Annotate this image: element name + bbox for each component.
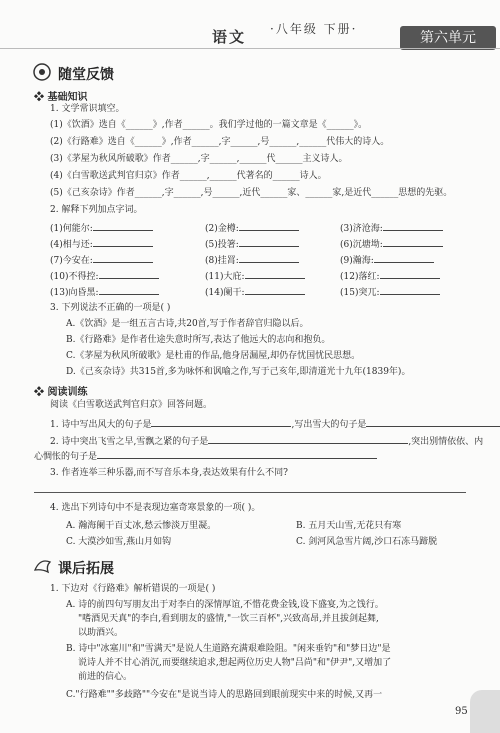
- q2-item: (13)向昏黑:: [50, 285, 159, 299]
- page-header: [0, 0, 500, 55]
- after-option-a-cont: 以助酒兴。: [78, 628, 124, 638]
- section-title-after: 课后拓展: [58, 561, 114, 577]
- reading-q2-cont: 心惆怅的句子是: [34, 449, 377, 463]
- q2-item: (1)何能尔:: [50, 221, 153, 235]
- after-option-a: A. 诗的前四句写朋友出于对李白的深情厚谊,不惜花费金钱,设下盛宴,为之饯行。: [66, 600, 384, 610]
- q2-item: (9)瀚海:: [340, 253, 434, 267]
- q2-item: (6)沉塘坳:: [340, 237, 443, 251]
- q4-option-a: A. 瀚海阑干百丈冰,愁云惨淡万里凝。: [66, 521, 217, 531]
- after-option-b: B. 诗中"冰塞川"和"雪满天"是说人生道路充满艰难险阻。"闲来垂钓"和"梦日边"是: [66, 644, 391, 654]
- page-number: 95: [455, 706, 468, 717]
- q1-stem: 1. 文学常识填空。: [50, 104, 125, 114]
- q3-option-c: C.《茅屋为秋风所破歌》是杜甫的作品,他身居漏屋,却仍存忧国忧民思想。: [66, 351, 361, 361]
- q3-option-b: B.《行路难》是作者仕途失意时所写,表达了他远大的志向和抱负。: [66, 335, 331, 345]
- subject-label: 语文: [212, 28, 247, 46]
- q3-option-d: D.《己亥杂诗》共315首,多为咏怀和讽喻之作,写于己亥年,即清道光十九年(1839年)。: [66, 367, 411, 377]
- after-option-a-cont: "嗜酒见天真"的李白,看到朋友的盛情,"一饮三百杯",兴致高昂,并且拔剑起舞,: [78, 614, 379, 624]
- bird-icon: [32, 556, 54, 576]
- q2-item: (14)阑干:: [205, 285, 305, 299]
- q1-line-5: (5)《己亥杂诗》作者______,字______,号______,近代______家、______家,是近代______思想的先驱。: [50, 188, 453, 198]
- q2-item: (4)相与还:: [50, 237, 153, 251]
- q4-option-c: C. 大漠沙如雪,燕山月如钩: [66, 537, 172, 547]
- q2-item: (3)济沧海:: [340, 221, 443, 235]
- corner-decoration: [470, 690, 500, 733]
- q4-option-d: C. 剑河风急雪片阔,沙口石冻马蹄脱: [296, 537, 438, 547]
- q2-item: (5)投箸:: [205, 237, 299, 251]
- q1-line-4: (4)《白雪歌送武判官归京》作者______,______代著名的______诗人。: [50, 171, 327, 181]
- q4-option-b: B. 五月天山雪,无花只有寒: [296, 521, 402, 531]
- after-option-c: C."行路难""多歧路""今安在"是说当诗人的思路回到眼前现实中来的时候,又再一: [66, 690, 383, 700]
- basic-knowledge-heading: ❖ 基础知识: [34, 92, 88, 103]
- after-option-b-cont: 说诗人并不甘心消沉,而要继续追求,想起两位历史人物"吕尚"和"伊尹",又增加了: [78, 658, 392, 668]
- after-option-b-cont: 前进的信心。: [78, 672, 133, 682]
- reading-intro: 阅读《白雪歌送武判官归京》回答问题。: [50, 400, 213, 410]
- answer-line: [34, 492, 466, 493]
- q1-line-1: (1)《饮酒》选自《______》,作者______。我们学过他的一篇文章是《______》。: [50, 120, 368, 130]
- q2-item: (12)落红:: [340, 269, 440, 283]
- q2-item: (15)突兀:: [340, 285, 440, 299]
- q3-stem: 3. 下列说法不正确的一项是( ): [50, 303, 171, 313]
- q2-item: (2)金樽:: [205, 221, 299, 235]
- q3-option-a: A.《饮酒》是一组五言古诗,共20首,写于作者辞官归隐以后。: [66, 319, 309, 329]
- q2-item: (10)不得控:: [50, 269, 159, 283]
- header-divider: [0, 48, 500, 49]
- q2-item: (8)挂罥:: [205, 253, 299, 267]
- section-title-review: 随堂反馈: [58, 67, 114, 83]
- q2-stem: 2. 解释下列加点字词。: [50, 205, 143, 215]
- reading-q1: 1. 诗中写出风大的句子是 ,写出雪大的句子是: [50, 417, 500, 431]
- unit-badge: 第六单元: [400, 26, 496, 50]
- grade-label: ·八年级 下册·: [270, 22, 358, 36]
- after-q1: 1. 下边对《行路难》解析错误的一项是( ): [50, 584, 216, 594]
- q2-item: (7)今安在:: [50, 253, 153, 267]
- bulb-icon: [32, 62, 54, 82]
- q2-item: (11)大庇:: [205, 269, 305, 283]
- reading-q4: 4. 选出下列诗句中不是表现边塞奇寒景象的一项( )。: [50, 503, 261, 513]
- q1-line-2: (2)《行路难》选自《______》,作者______,字______,号______,______代伟大的诗人。: [50, 137, 390, 147]
- reading-heading: ❖ 阅读训练: [34, 387, 88, 398]
- reading-q2: 2. 诗中突出飞雪之早,雪飘之紧的句子是 ,突出别情依依、内: [50, 434, 483, 448]
- reading-q3: 3. 作者连举三种乐器,而不写音乐本身,表达效果有什么不同?: [50, 468, 288, 478]
- q1-line-3: (3)《茅屋为秋风所破歌》作者______,字______,______代______主义诗人。: [50, 154, 348, 164]
